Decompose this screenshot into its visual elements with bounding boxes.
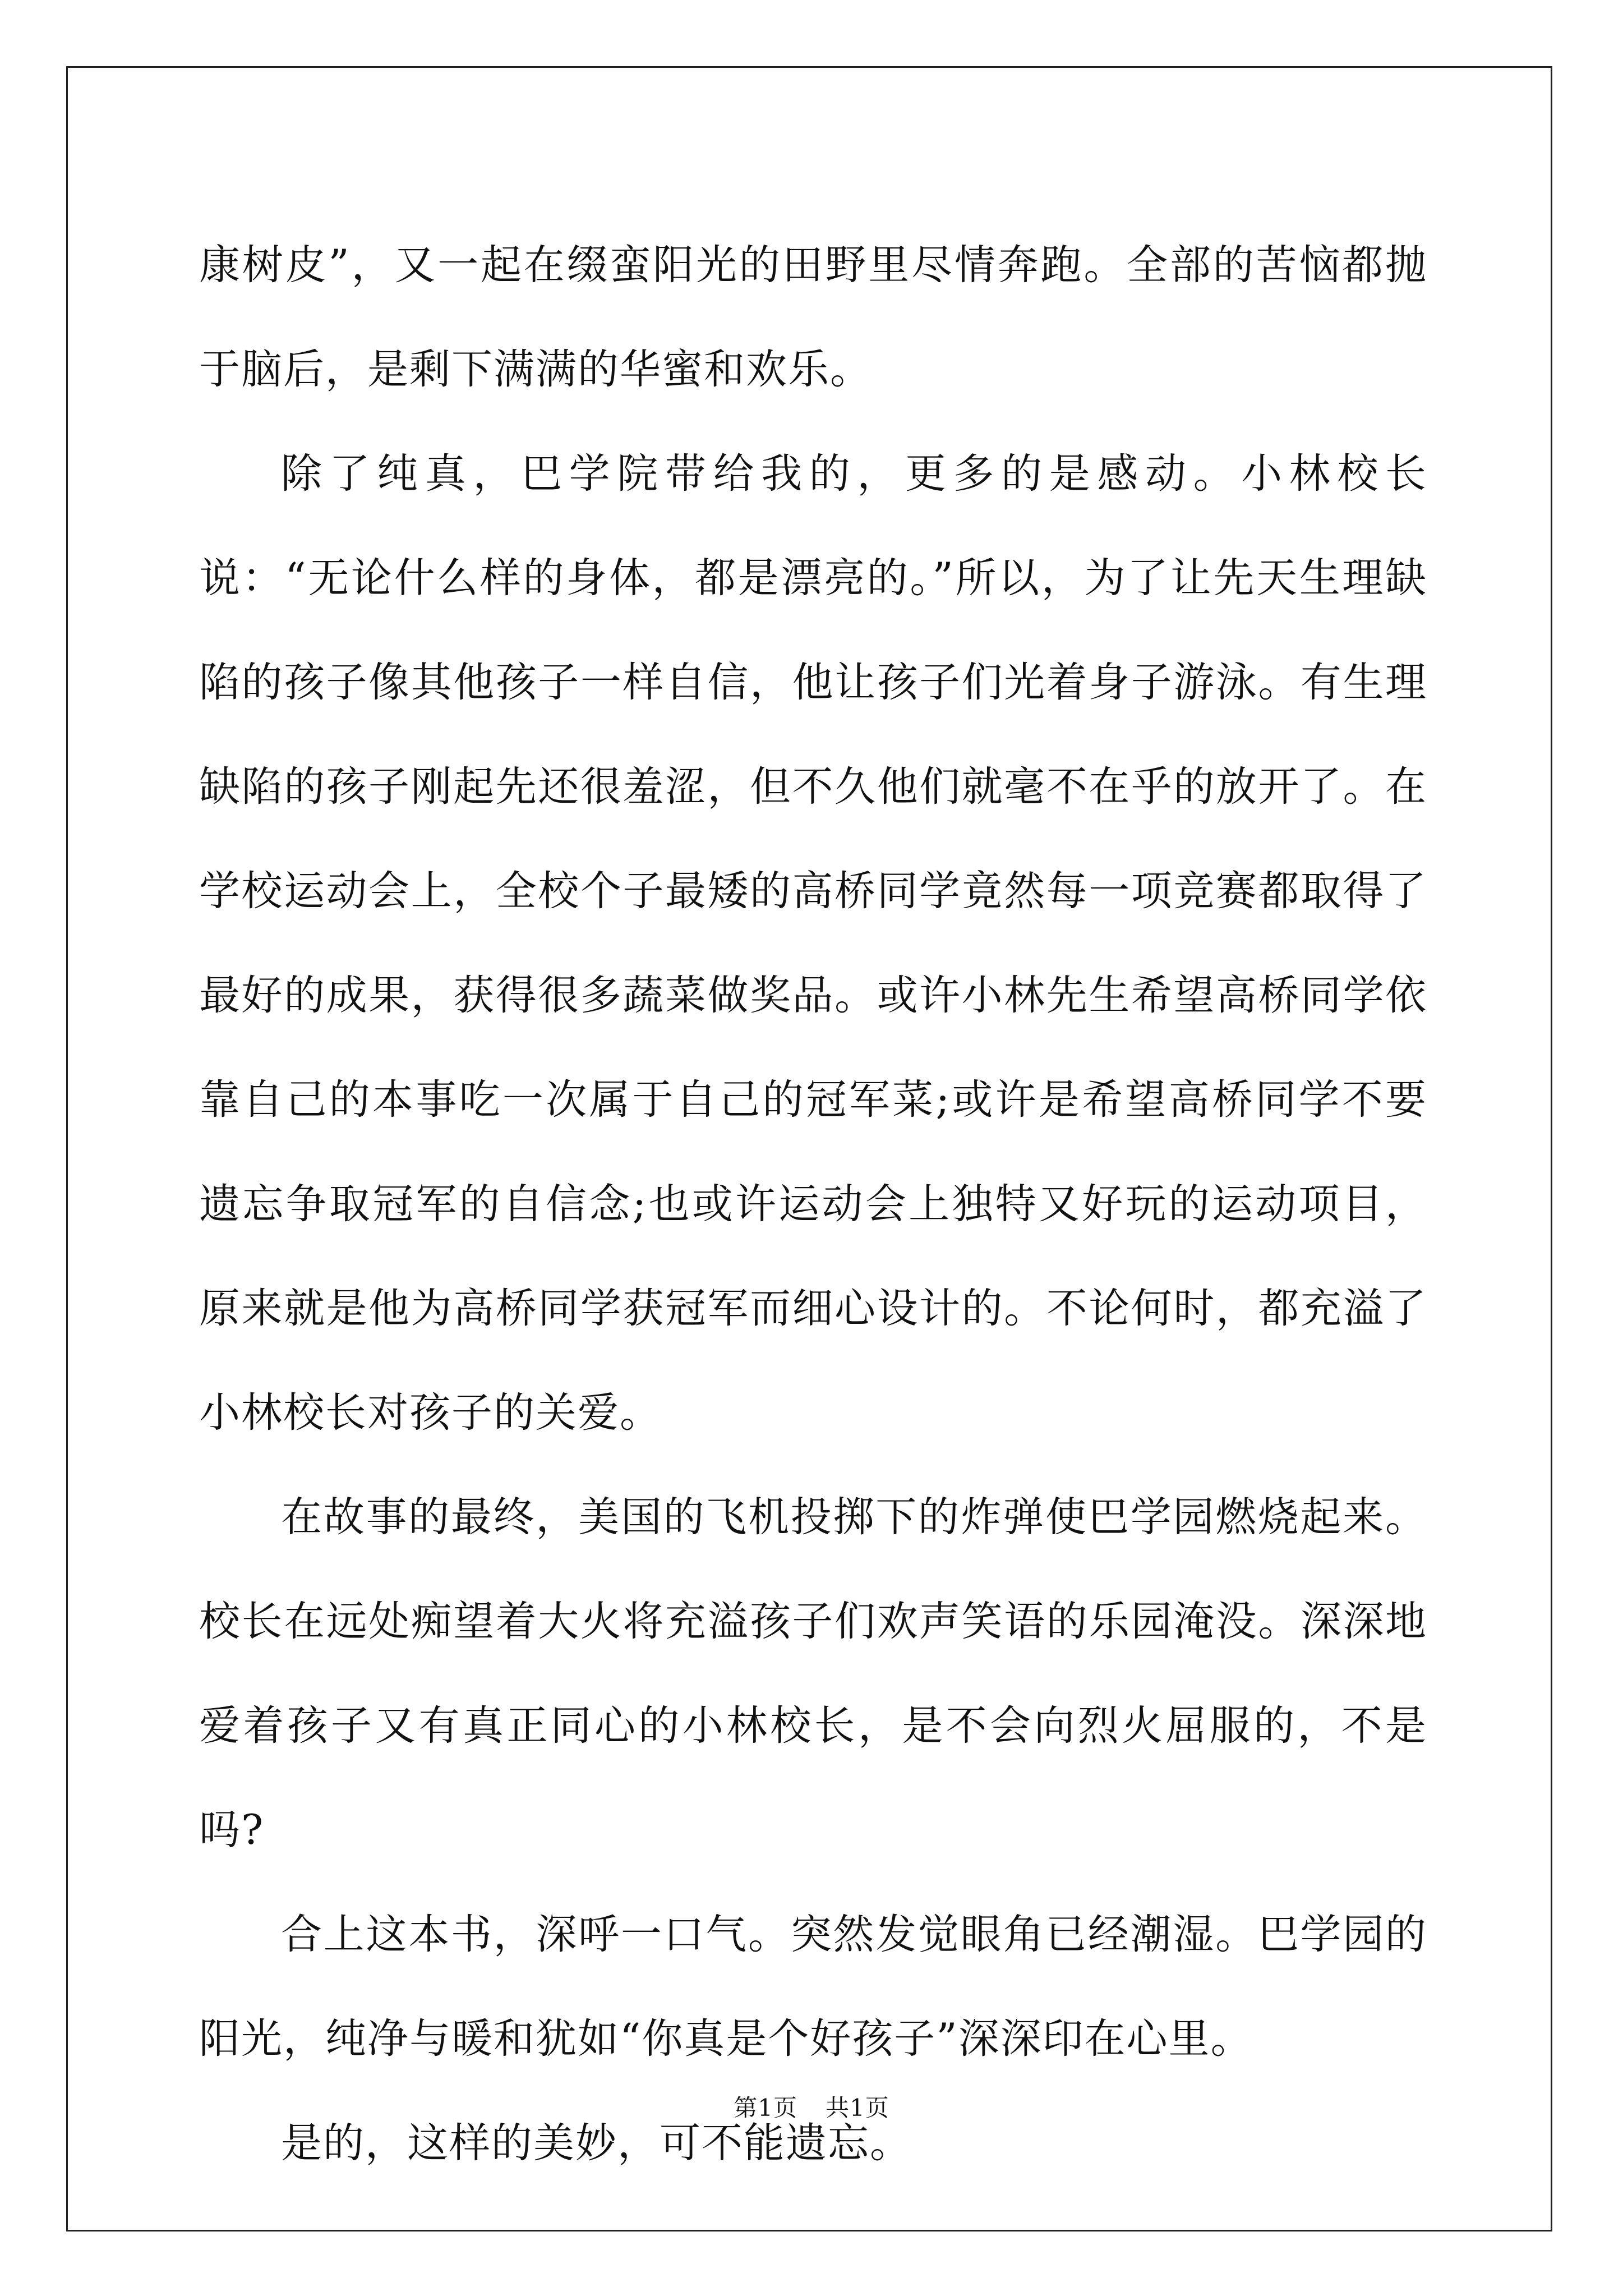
paragraph-1: 康树皮”，又一起在缀蛮阳光的田野里尽情奔跑。全部的苦恼都抛于脑后，是剩下满满的华蜜和欢乐。 [199,241,1427,393]
paragraph-4: 合上这本书，深呼一口气。突然发觉眼角已经潮湿。巴学园的阳光，纯净与暖和犹如“你真是个好孩子”深深印在心里。 [199,1911,1427,2063]
page-footer [0,2090,1623,2123]
paragraph-2: 除了纯真，巴学院带给我的，更多的是感动。小林校长说：“无论什么样的身体，都是漂亮的。”所以，为了让先天生理缺陷的孩子像其他孩子一样自信，他让孩子们光着身子游泳。有生理缺陷的孩子刚起先还很羞涩，但不久他们就毫不在乎的放开了。在学校运动会上，全校个子最矮的高桥同学竟然每一项竞赛都取得了最好的成果，获得很多蔬菜做奖品。或许小林先生希望高桥同学依靠自己的本事吃一次属于自己的冠军菜;或许是希望高桥同学不要遗忘争取冠军的自信念;也或许运动会上独特又好玩的运动项目，原来就是他为高桥同学获冠军而细心设计的。不论何时，都充溢了小林校长对孩子的关爱。 [199,450,1427,1437]
document-body [199,213,1427,2196]
page-total: 共1页 [826,2094,889,2122]
paragraph-5: 是的，这样的美妙，可不能遗忘。 [281,2119,912,2167]
page-number: 第1页 [734,2094,797,2122]
paragraph-3: 在故事的最终，美国的飞机投掷下的炸弹使巴学园燃烧起来。校长在远处痴望着大火将充溢孩子们欢声笑语的乐园淹没。深深地爱着孩子又有真正同心的小林校长，是不会向烈火屈服的，不是吗? [199,1493,1427,1854]
